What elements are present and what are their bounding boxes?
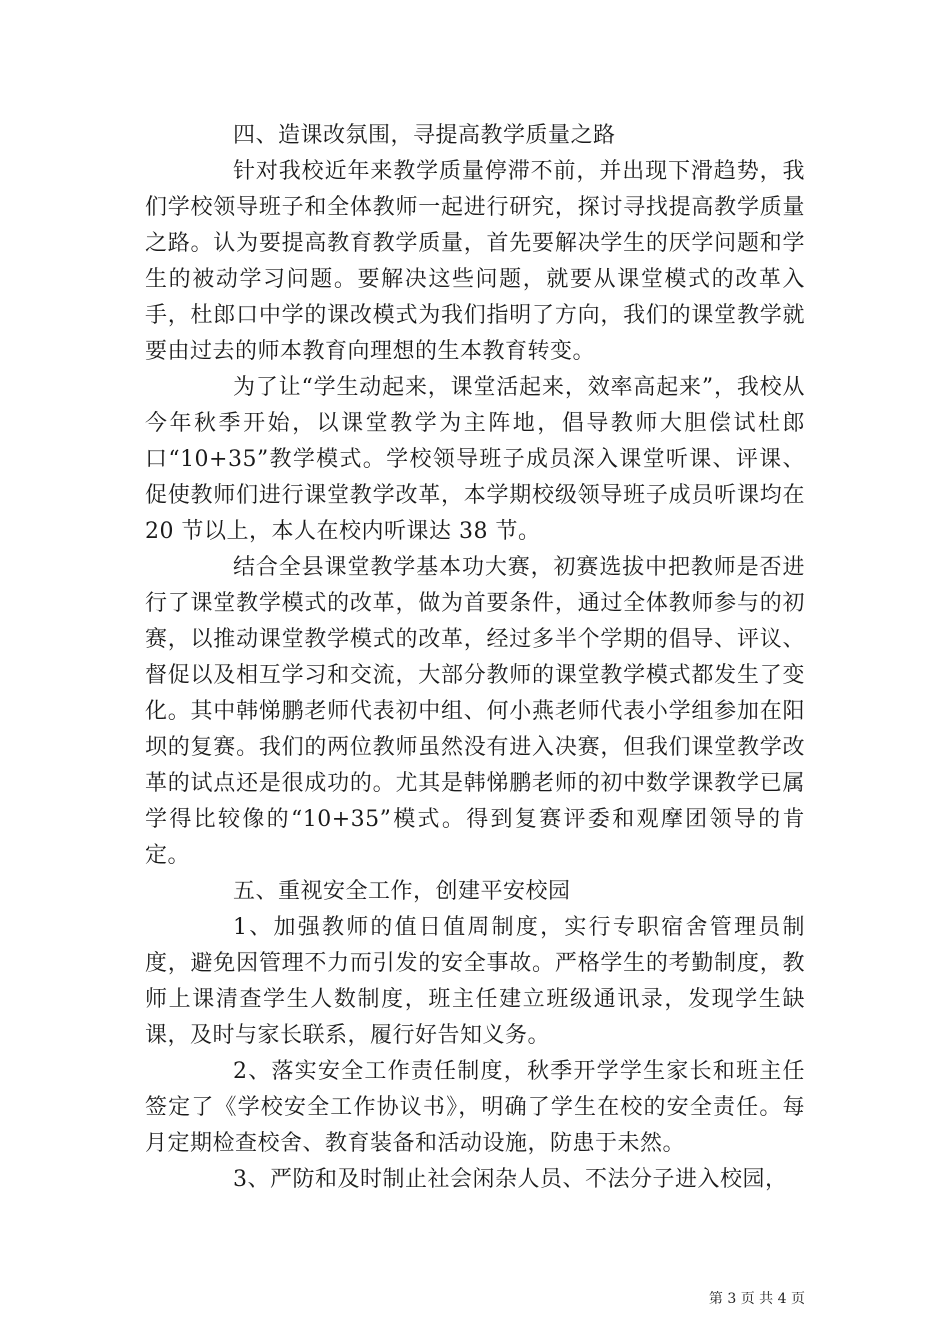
section-heading-5: 五、重视安全工作，创建平安校园	[233, 879, 571, 904]
document-body	[145, 118, 805, 1198]
section-heading-4: 四、造课改氛围，寻提高教学质量之路	[233, 123, 616, 148]
paragraph: 针对我校近年来教学质量停滞不前，并出现下滑趋势，我们学校领导班子和全体教师一起进行研究，探讨寻找提高教学质量之路。认为要提高教育教学质量，首先要解决学生的厌学问题和学生的被动学习问题。要解决这些问题，就要从课堂模式的改革入手，杜郎口中学的课改模式为我们指明了方向，我们的课堂教学就要由过去的师本教育向理想的生本教育转变。	[145, 159, 805, 364]
page-footer: 第 3 页 共 4 页	[708, 1291, 805, 1307]
paragraph: 3、严防和及时制止社会闲杂人员、不法分子进入校园，	[233, 1167, 788, 1192]
paragraph: 2、落实安全工作责任制度，秋季开学学生家长和班主任签定了《学校安全工作协议书》，明确了学生在校的安全责任。每月定期检查校舍、教育装备和活动设施，防患于未然。	[145, 1059, 805, 1156]
paragraph: 结合全县课堂教学基本功大赛，初赛选拔中把教师是否进行了课堂教学模式的改革，做为首要条件，通过全体教师参与的初赛，以推动课堂教学模式的改革，经过多半个学期的倡导、评议、督促以及相互学习和交流，大部分教师的课堂教学模式都发生了变化。其中韩悌鹏老师代表初中组、何小燕老师代表小学组参加在阳坝的复赛。我们的两位教师虽然没有进入决赛，但我们课堂教学改革的试点还是很成功的。尤其是韩悌鹏老师的初中数学课教学已属学得比较像的“10+35”模式。得到复赛评委和观摩团领导的肯定。	[145, 555, 805, 868]
paragraph: 1、加强教师的值日值周制度，实行专职宿舍管理员制度，避免因管理不力而引发的安全事故。严格学生的考勤制度，教师上课清查学生人数制度，班主任建立班级通讯录，发现学生缺课，及时与家长联系，履行好告知义务。	[145, 915, 805, 1048]
paragraph: 为了让“学生动起来，课堂活起来，效率高起来”，我校从今年秋季开始，以课堂教学为主阵地，倡导教师大胆偿试杜郎口“10+35”教学模式。学校领导班子成员深入课堂听课、评课、促使教师们进行课堂教学改革，本学期校级领导班子成员听课均在 20 节以上，本人在校内听课达 38 节。	[145, 375, 805, 544]
